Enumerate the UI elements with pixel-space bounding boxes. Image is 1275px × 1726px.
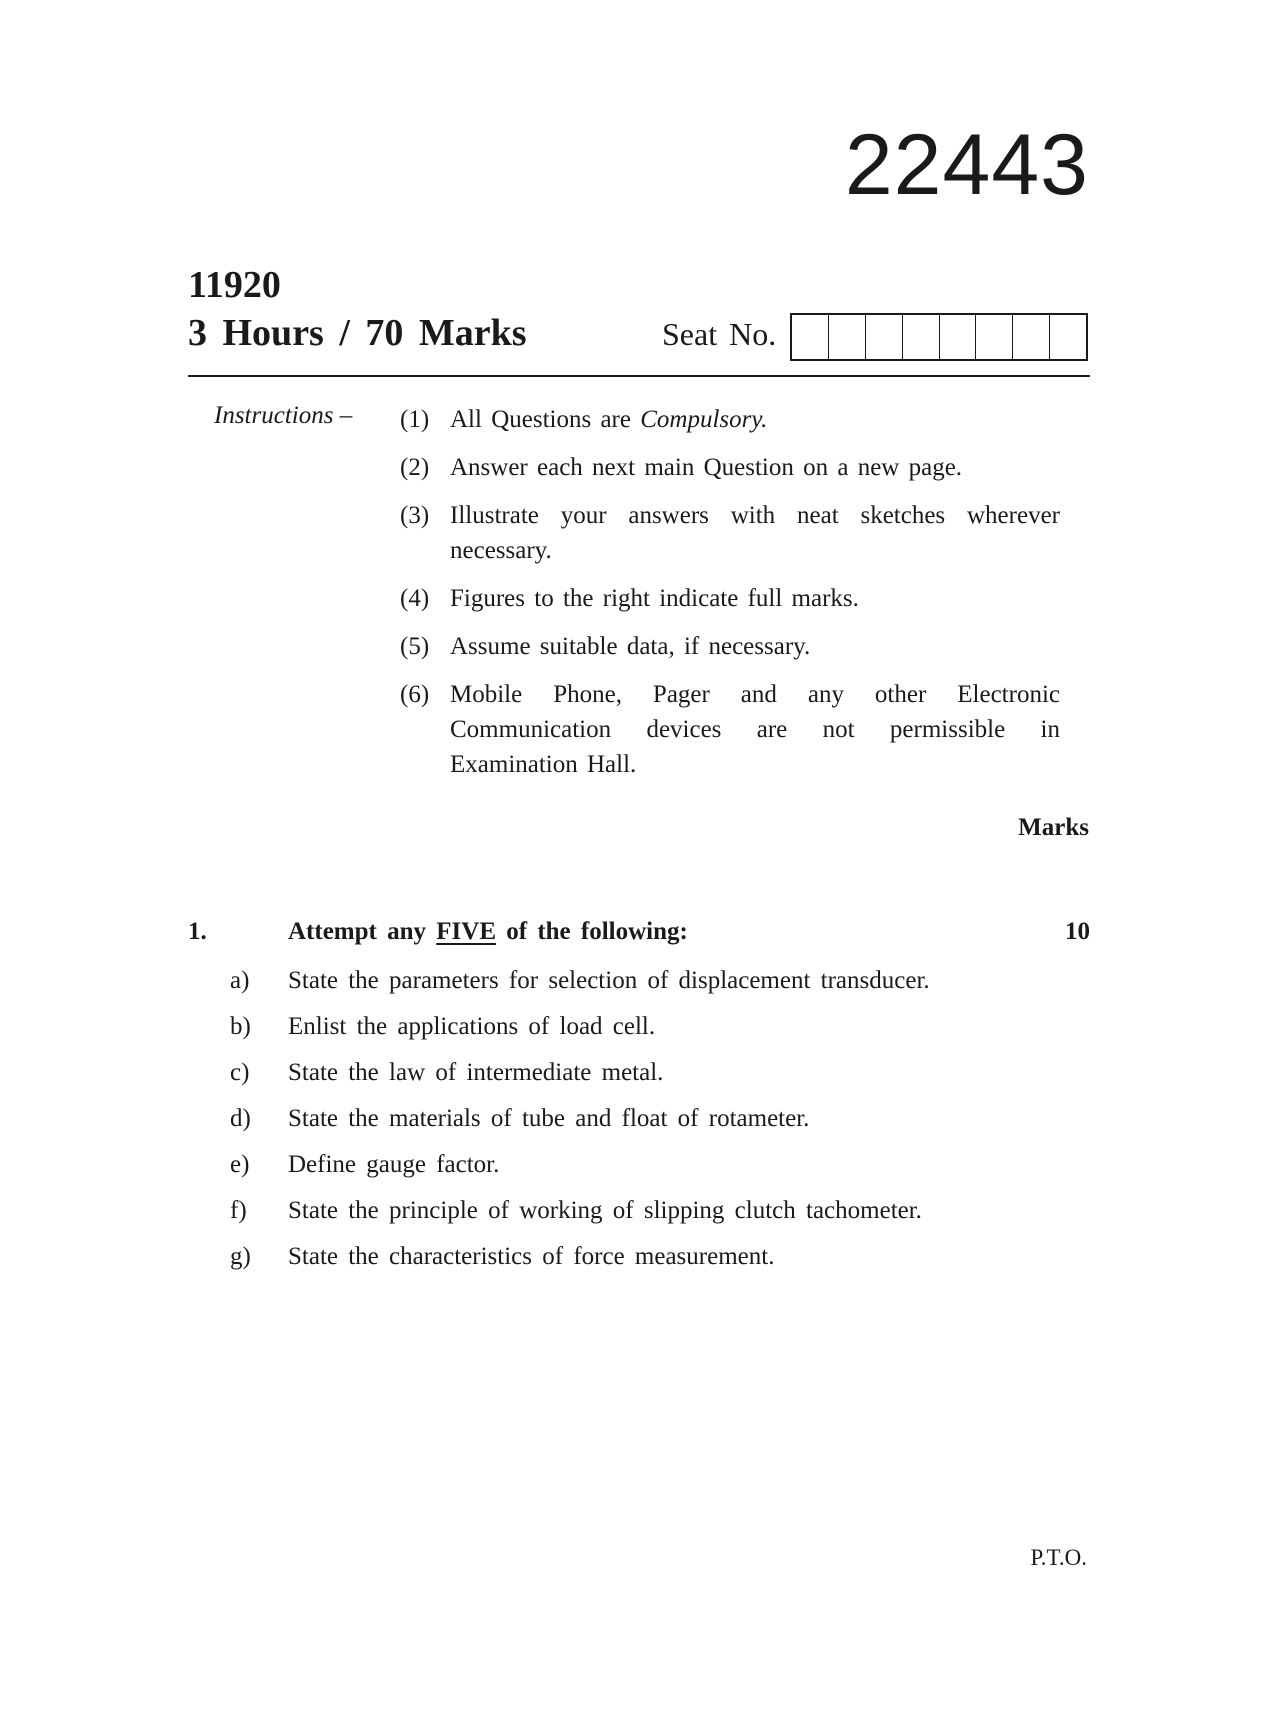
sub-question-letter: a)	[230, 967, 250, 994]
instruction-number: (3)	[400, 502, 430, 529]
sub-question	[230, 1055, 1030, 1090]
question-marks: 10	[1065, 918, 1090, 945]
sub-question-text: Define gauge factor.	[288, 1151, 500, 1178]
instructions-list	[400, 402, 1060, 795]
sub-question-list	[230, 963, 1030, 1285]
instruction-text: Figures to the right indicate full marks.	[450, 585, 859, 612]
sub-question	[230, 963, 1030, 998]
instruction-item	[400, 629, 1060, 664]
instruction-text: Assume suitable data, if necessary.	[450, 633, 811, 660]
sub-question-text: State the characteristics of force measurement.	[288, 1243, 775, 1270]
sub-question	[230, 1147, 1030, 1182]
please-turn-over: P.T.O.	[1030, 1545, 1087, 1570]
question-number: 1.	[188, 918, 207, 945]
question-emphasis: FIVE	[436, 918, 496, 945]
instruction-item	[400, 677, 1060, 782]
sub-question	[230, 1239, 1030, 1274]
instruction-text: Answer each next main Question on a new page.	[450, 454, 963, 481]
subject-code: 22443	[844, 117, 1089, 213]
sub-question-text: State the parameters for selection of displacement transducer.	[288, 967, 930, 994]
duration-marks: 3 Hours / 70 Marks	[188, 312, 527, 354]
sub-question	[230, 1009, 1030, 1044]
seat-digit-box[interactable]	[1013, 315, 1050, 359]
header-divider	[188, 375, 1090, 377]
seat-digit-box[interactable]	[903, 315, 940, 359]
seat-number-label: Seat No.	[662, 316, 777, 352]
seat-digit-box[interactable]	[940, 315, 977, 359]
instruction-number: (6)	[400, 681, 430, 708]
instruction-number: (4)	[400, 585, 430, 612]
sub-question-text: State the principle of working of slipping clutch tachometer.	[288, 1197, 922, 1224]
question-prompt: Attempt any FIVE of the following:	[288, 918, 688, 945]
sub-question-text: Enlist the applications of load cell.	[288, 1013, 656, 1040]
instruction-text: Illustrate your answers with neat sketches wherever necessary.	[450, 502, 1060, 564]
instruction-number: (1)	[400, 406, 430, 433]
seat-digit-box[interactable]	[1050, 315, 1086, 359]
instruction-item	[400, 450, 1060, 485]
sub-question-letter: g)	[230, 1243, 251, 1270]
sub-question-text: State the materials of tube and float of rotameter.	[288, 1105, 810, 1132]
sub-question-letter: e)	[230, 1151, 250, 1178]
sub-question	[230, 1101, 1030, 1136]
instruction-item	[400, 402, 1060, 437]
sub-question-letter: b)	[230, 1013, 251, 1040]
instructions-label: Instructions –	[214, 402, 353, 429]
instruction-item	[400, 581, 1060, 616]
seat-digit-box[interactable]	[829, 315, 866, 359]
seat-digit-box[interactable]	[792, 315, 829, 359]
sub-question-letter: d)	[230, 1105, 251, 1132]
instruction-text: All Questions are Compulsory.	[450, 406, 768, 433]
instruction-text: Mobile Phone, Pager and any other Electronic Communication devices are not permissible in Examination Hall.	[450, 681, 1060, 778]
instruction-number: (2)	[400, 454, 430, 481]
seat-digit-box[interactable]	[976, 315, 1013, 359]
marks-column-heading: Marks	[1018, 814, 1089, 841]
sub-question-letter: c)	[230, 1059, 250, 1086]
instruction-item	[400, 498, 1060, 568]
sub-question-letter: f)	[230, 1197, 247, 1224]
seat-digit-box[interactable]	[866, 315, 903, 359]
sub-question-text: State the law of intermediate metal.	[288, 1059, 664, 1086]
seat-number-boxes[interactable]	[790, 313, 1088, 361]
instruction-emphasis: Compulsory.	[640, 406, 768, 433]
instruction-number: (5)	[400, 633, 430, 660]
paper-id: 11920	[188, 264, 281, 306]
sub-question	[230, 1193, 1030, 1228]
